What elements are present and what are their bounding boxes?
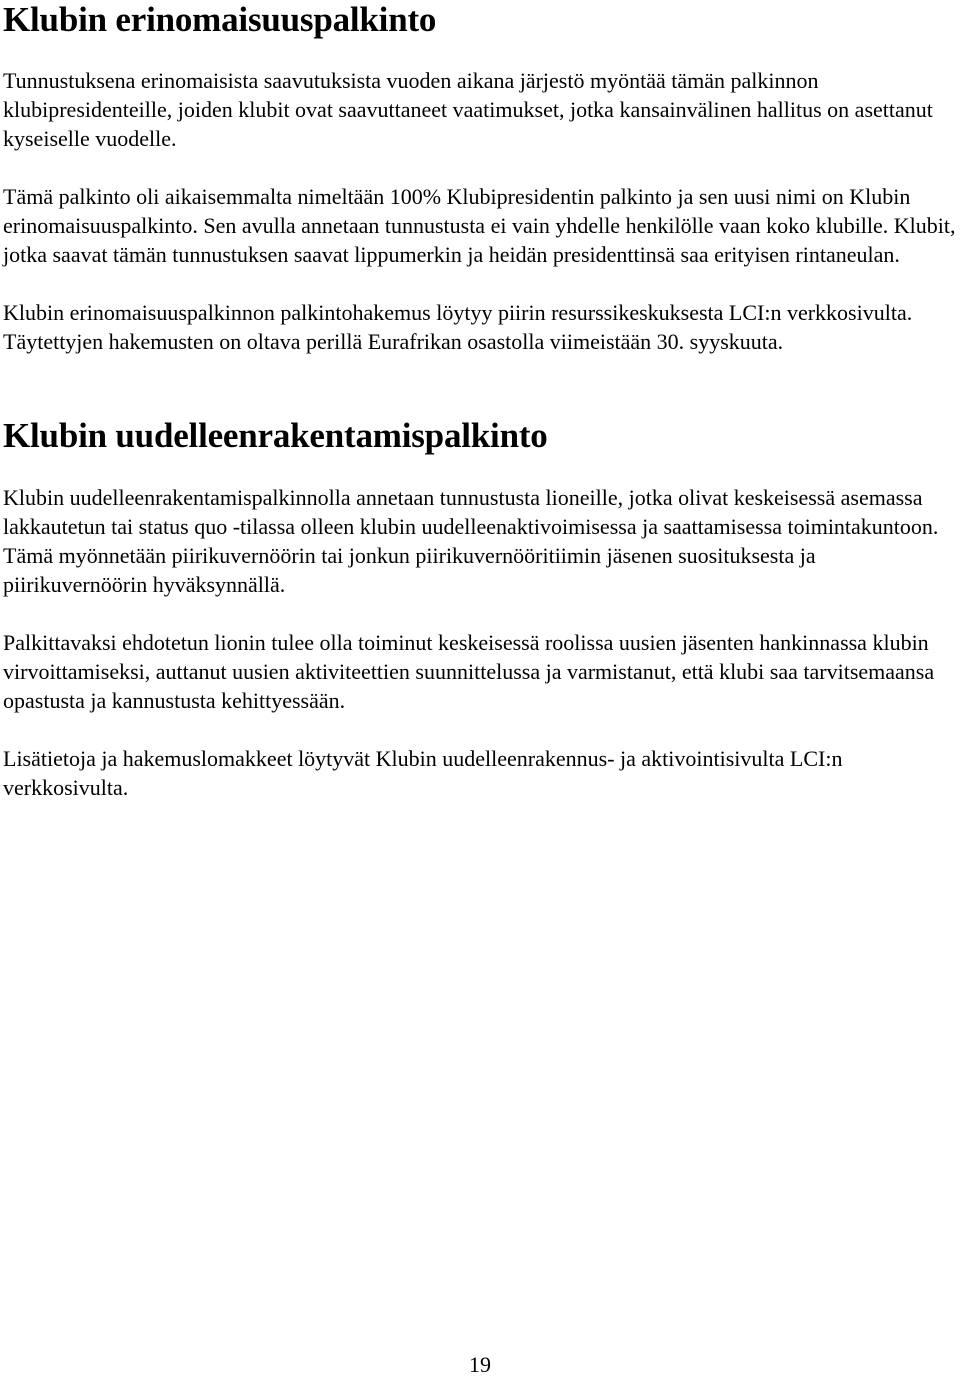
paragraph-rebuilding-more-info: Lisätietoja ja hakemuslomakkeet löytyvät Klubin uudelleenrakennus- ja aktivointisivulta LCI:n verkkosivulta.	[3, 746, 843, 800]
paragraph-award-description: Tunnustuksena erinomaisista saavutuksista vuoden aikana järjestö myöntää tämän palkinnon klubipresidenteille, joiden klubit ovat saavuttaneet vaatimukset, jotka kansainvälinen hallitus on asettanut kyseiselle vuodelle.	[3, 68, 933, 151]
paragraph-rebuilding-criteria: Palkittavaksi ehdotetun lionin tulee olla toiminut keskeisessä roolissa uusien jäsenten hankinnassa klubin virvoittamiseksi, auttanut uusien aktiviteettien suunnittelussa ja varmistanut, että klubi saa tarvitsemaansa opastusta ja kannustusta kehittyessään.	[3, 630, 935, 713]
section-title-club-rebuilding-award: Klubin uudelleenrakentamispalkinto	[3, 416, 548, 455]
section-title-club-excellence-award: Klubin erinomaisuuspalkinto	[3, 0, 437, 39]
paragraph-rebuilding-description: Klubin uudelleenrakentamispalkinnolla annetaan tunnustusta lioneille, jotka olivat keskeisessä asemassa lakkautetun tai status quo -tilassa olleen klubin uudelleenaktivoimisessa ja saattamisessa toimintakuntoon. Tämä myönnetään piirikuvernöörin tai jonkun piirikuvernööritiimin jäsenen suosituksesta ja piirikuvernöörin hyväksynnällä.	[3, 485, 939, 597]
paragraph-award-history: Tämä palkinto oli aikaisemmalta nimeltään 100% Klubipresidentin palkinto ja sen uusi nimi on Klubin erinomaisuuspalkinto. Sen avulla annetaan tunnustusta ei vain yhdelle henkilölle vaan koko klubille. Klubit, jotka saavat tämän tunnustuksen saavat lippumerkin ja heidän presidenttinsä saa erityisen rintaneulan.	[3, 184, 956, 267]
page-number: 19	[469, 1352, 491, 1377]
paragraph-award-application: Klubin erinomaisuuspalkinnon palkintohakemus löytyy piirin resurssikeskuksesta LCI:n verkkosivulta. Täytettyjen hakemusten on oltava perillä Eurafrikan osastolla viimeistään 30. syyskuuta.	[3, 300, 913, 354]
document-page	[3, 0, 958, 802]
